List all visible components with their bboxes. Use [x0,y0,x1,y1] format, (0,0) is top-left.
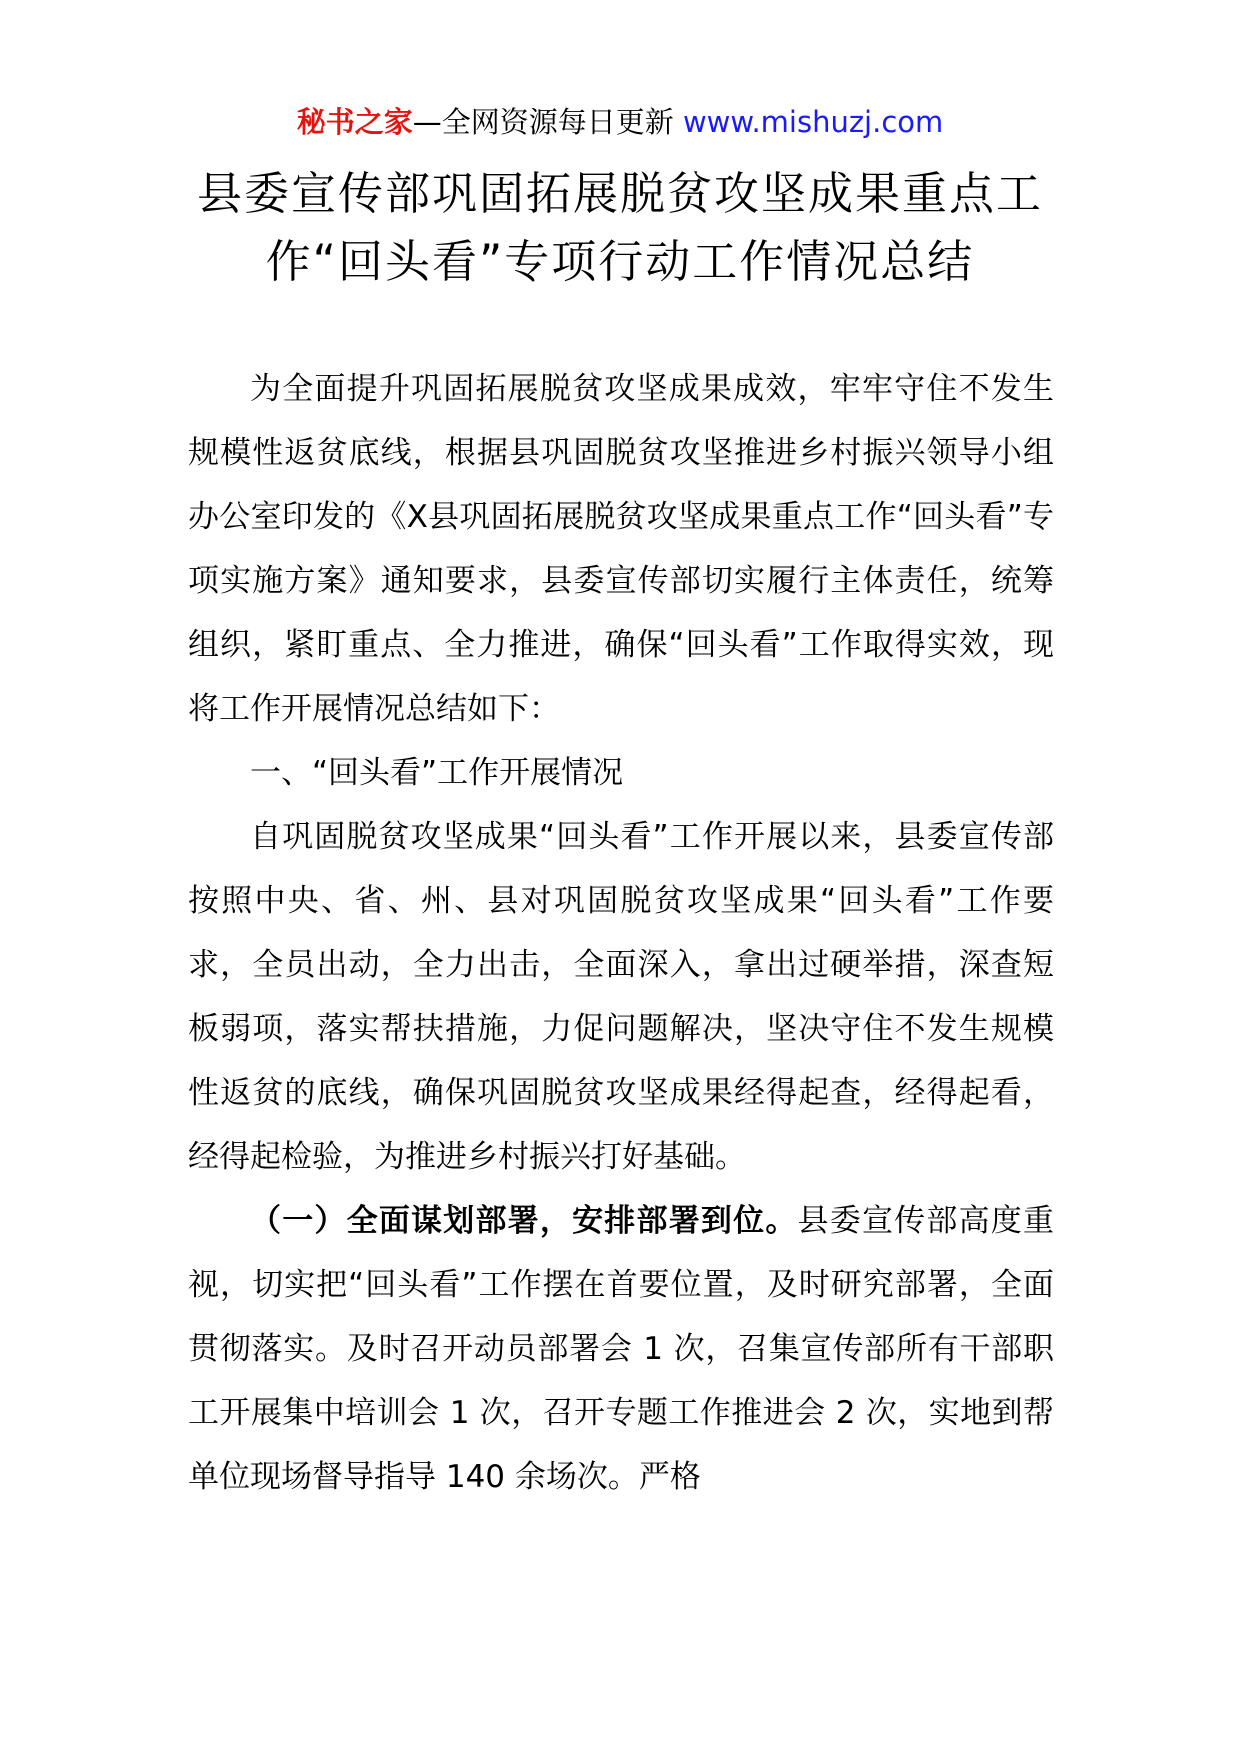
section-heading: 一、“回头看”工作开展情况 [250,755,624,791]
site-header [0,100,1240,144]
header-tagline: —全网资源每日更新 [412,105,683,139]
title-line-1: 县委宣传部巩固拓展脱贫攻坚成果重点工 [196,167,1043,220]
title-line-2: 作“回头看”专项行动工作情况总结 [265,235,975,288]
section-1-lead: （一）全面谋划部署，安排部署到位。 [250,1203,798,1239]
site-url-link[interactable]: www.mishuzj.com [682,105,944,139]
section-1-paragraph [188,1189,1054,1509]
document-title [150,160,1090,296]
section-1-text: 县委宣传部高度重视，切实把“回头看”工作摆在首要位置，及时研究部署，全面贯彻落实。及时召开动员部署会 1 次，召集宣传部所有干部职工开展集中培训会 1 次，召开专题工作推进会 2 次，实地到帮单位现场督导指导 140 余场次。严格 [188,1203,1055,1495]
overview-paragraph: 自巩固脱贫攻坚成果“回头看”工作开展以来，县委宣传部按照中央、省、州、县对巩固脱贫攻坚成果“回头看”工作要求，全员出动，全力出击，全面深入，拿出过硬举措，深查短板弱项，落实帮扶措施，力促问题解决，坚决守住不发生规模性返贫的底线，确保巩固脱贫攻坚成果经得起查，经得起看，经得起检验，为推进乡村振兴打好基础。 [188,819,1054,1175]
brand-name: 秘书之家 [296,105,413,139]
document-body [188,357,1054,1509]
intro-paragraph: 为全面提升巩固拓展脱贫攻坚成果成效，牢牢守住不发生规模性返贫底线，根据县巩固脱贫攻坚推进乡村振兴领导小组办公室印发的《X县巩固拓展脱贫攻坚成果重点工作“回头看”专项实施方案》通知要求，县委宣传部切实履行主体责任，统筹组织，紧盯重点、全力推进，确保“回头看”工作取得实效，现将工作开展情况总结如下： [188,371,1054,727]
